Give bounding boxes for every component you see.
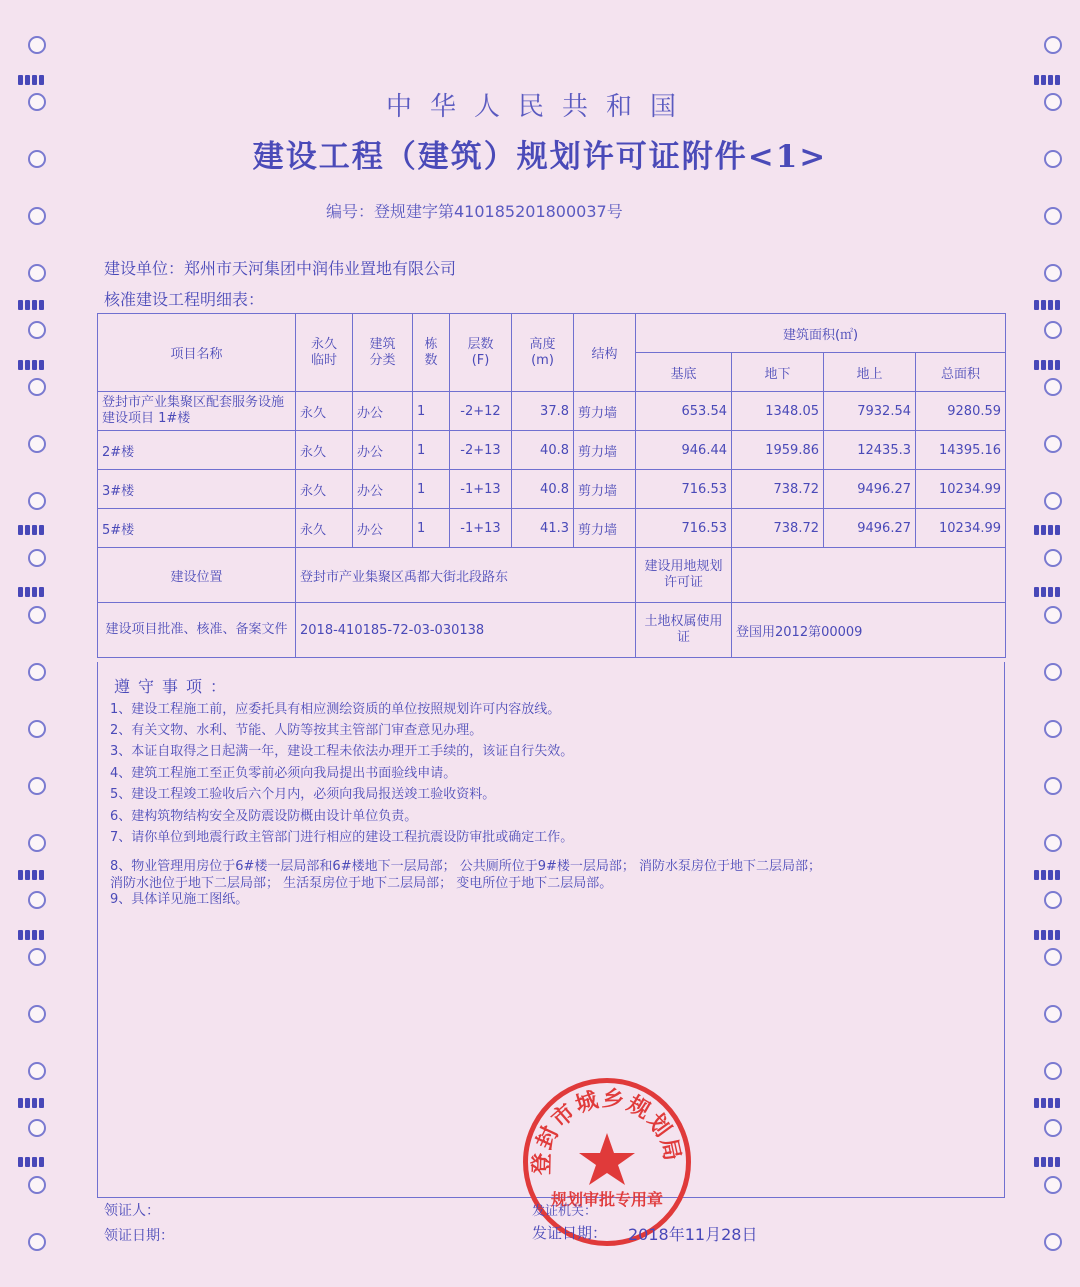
row-structure: 剪力墙 — [574, 509, 636, 548]
row-height: 37.8 — [512, 392, 574, 431]
land-permit-value — [732, 548, 1006, 603]
star-icon — [579, 1133, 635, 1185]
row-floors: -2+13 — [450, 431, 512, 470]
project-detail-table — [97, 313, 1006, 658]
feed-hole — [28, 492, 46, 510]
feed-hole — [28, 891, 46, 909]
header-base: 基底 — [636, 353, 732, 392]
row-structure: 剪力墙 — [574, 431, 636, 470]
row-above: 7932.54 — [824, 392, 916, 431]
official-seal — [523, 1078, 691, 1246]
perforation-mark — [1034, 70, 1064, 80]
header-count: 栋 数 — [413, 314, 450, 392]
perforation-mark — [1034, 295, 1064, 305]
feed-hole — [28, 1176, 46, 1194]
perforation-mark — [1034, 582, 1064, 592]
land-cert-label: 土地权属使用证 — [636, 603, 732, 658]
row-base: 653.54 — [636, 392, 732, 431]
feed-hole — [1044, 663, 1062, 681]
note-item: 5、建设工程竣工验收后六个月内，必须向我局报送竣工验收资料。 — [110, 787, 496, 802]
tractor-feed-left — [0, 0, 62, 1287]
feed-hole — [1044, 1005, 1062, 1023]
note-item: 7、请你单位到地震行政主管部门进行相应的建设工程抗震设防审批或确定工作。 — [110, 830, 574, 845]
feed-hole — [1044, 1062, 1062, 1080]
note-item: 8、物业管理用房位于6#楼一层局部和6#楼地下一层局部； 公共厕所位于9#楼一层局部； 消防水泵房位于地下二层局部； — [110, 859, 822, 874]
feed-hole — [28, 321, 46, 339]
feed-hole — [28, 720, 46, 738]
detail-heading: 核准建设工程明细表： — [104, 290, 265, 309]
feed-hole — [1044, 435, 1062, 453]
row-structure: 剪力墙 — [574, 470, 636, 509]
feed-hole — [28, 1062, 46, 1080]
row-total: 10234.99 — [916, 470, 1006, 509]
feed-hole — [28, 1233, 46, 1251]
feed-hole — [28, 663, 46, 681]
land-permit-label: 建设用地规划许可证 — [636, 548, 732, 603]
row-name: 登封市产业集聚区配套服务设施建设项目 1#楼 — [98, 392, 296, 431]
perforation-mark — [1034, 1093, 1064, 1103]
document-title: 建设工程（建筑）规划许可证附件<1> — [252, 139, 828, 175]
feed-hole — [28, 606, 46, 624]
row-structure: 剪力墙 — [574, 392, 636, 431]
feed-hole — [1044, 36, 1062, 54]
row-under: 738.72 — [732, 470, 824, 509]
row-height: 41.3 — [512, 509, 574, 548]
feed-hole — [28, 1119, 46, 1137]
signer-label: 领证人： — [104, 1203, 160, 1219]
note-item: 4、建筑工程施工至正负零前必须向我局提出书面验线申请。 — [110, 766, 457, 781]
location-label: 建设位置 — [98, 548, 296, 603]
feed-hole — [1044, 1233, 1062, 1251]
perforation-mark — [1034, 865, 1064, 875]
note-item: 消防水池位于地下二层局部； 生活泵房位于地下二层局部； 变电所位于地下二层局部。 — [110, 876, 613, 891]
row-above: 9496.27 — [824, 509, 916, 548]
row-class: 办公 — [353, 431, 413, 470]
feed-hole — [1044, 720, 1062, 738]
note-item: 3、本证自取得之日起满一年，建设工程未依法办理开工手续的，该证自行失效。 — [110, 744, 574, 759]
table-row — [98, 470, 1006, 509]
feed-hole — [1044, 1119, 1062, 1137]
perforation-mark — [18, 582, 48, 592]
perforation-mark — [18, 925, 48, 935]
location-value: 登封市产业集聚区禹都大街北段路东 — [296, 548, 636, 603]
row-under: 1348.05 — [732, 392, 824, 431]
perforation-mark — [18, 520, 48, 530]
issuer-label: 发证机关： — [532, 1204, 598, 1219]
header-class: 建筑 分类 — [353, 314, 413, 392]
notes-title: 遵守事项： — [114, 677, 235, 696]
row-under: 738.72 — [732, 509, 824, 548]
row-total: 9280.59 — [916, 392, 1006, 431]
perforation-mark — [1034, 1152, 1064, 1162]
note-item: 9、具体详见施工图纸。 — [110, 892, 249, 907]
serial-number: 编号：登规建字第410185201800037号 — [326, 202, 623, 221]
feed-hole — [1044, 492, 1062, 510]
perforation-mark — [18, 1152, 48, 1162]
header-total: 总面积 — [916, 353, 1006, 392]
row-base: 716.53 — [636, 470, 732, 509]
perforation-mark — [18, 1093, 48, 1103]
note-item: 6、建构筑物结构安全及防震设防概由设计单位负责。 — [110, 809, 418, 824]
table-row — [98, 392, 1006, 431]
row-floors: -1+13 — [450, 509, 512, 548]
row-above: 9496.27 — [824, 470, 916, 509]
perforation-mark — [18, 865, 48, 875]
perforation-mark — [18, 70, 48, 80]
row-perm: 永久 — [296, 509, 353, 548]
row-count: 1 — [413, 392, 450, 431]
feed-hole — [1044, 1176, 1062, 1194]
note-item: 2、有关文物、水利、节能、人防等按其主管部门审查意见办理。 — [110, 723, 483, 738]
perforation-mark — [1034, 355, 1064, 365]
header-floors: 层数 (F) — [450, 314, 512, 392]
feed-hole — [28, 264, 46, 282]
seal-bottom-text: 规划审批专用章 — [550, 1190, 663, 1209]
note-item: 1、建设工程施工前，应委托具有相应测绘资质的单位按照规划许可内容放线。 — [110, 702, 561, 717]
feed-hole — [28, 948, 46, 966]
header-area: 建筑面积(㎡) — [636, 314, 1006, 353]
table-row — [98, 509, 1006, 548]
row-height: 40.8 — [512, 431, 574, 470]
land-cert-value: 登国用2012第00009 — [732, 603, 1006, 658]
feed-hole — [28, 777, 46, 795]
feed-hole — [28, 834, 46, 852]
feed-hole — [1044, 321, 1062, 339]
issue-date-label: 发证日期： — [532, 1224, 608, 1242]
row-count: 1 — [413, 431, 450, 470]
feed-hole — [1044, 834, 1062, 852]
row-count: 1 — [413, 509, 450, 548]
header-above: 地上 — [824, 353, 916, 392]
construction-unit: 建设单位：郑州市天河集团中润伟业置地有限公司 — [104, 259, 457, 278]
row-above: 12435.3 — [824, 431, 916, 470]
feed-hole — [28, 207, 46, 225]
row-total: 10234.99 — [916, 509, 1006, 548]
row-height: 40.8 — [512, 470, 574, 509]
row-perm: 永久 — [296, 431, 353, 470]
feed-hole — [28, 36, 46, 54]
header-height: 高度 (m) — [512, 314, 574, 392]
header-name: 项目名称 — [98, 314, 296, 392]
row-name: 5#楼 — [98, 509, 296, 548]
table-row — [98, 431, 1006, 470]
row-floors: -2+12 — [450, 392, 512, 431]
receive-date-label: 领证日期： — [104, 1228, 174, 1244]
country-title: 中华人民共和国 — [385, 92, 694, 122]
row-base: 716.53 — [636, 509, 732, 548]
feed-hole — [1044, 378, 1062, 396]
perforation-mark — [18, 355, 48, 365]
feed-hole — [1044, 777, 1062, 795]
feed-hole — [1044, 948, 1062, 966]
row-total: 14395.16 — [916, 431, 1006, 470]
row-class: 办公 — [353, 392, 413, 431]
approval-label: 建设项目批准、核准、备案文件 — [98, 603, 296, 658]
row-class: 办公 — [353, 470, 413, 509]
feed-hole — [1044, 891, 1062, 909]
row-name: 3#楼 — [98, 470, 296, 509]
feed-hole — [1044, 264, 1062, 282]
row-perm: 永久 — [296, 470, 353, 509]
feed-hole — [28, 549, 46, 567]
feed-hole — [1044, 549, 1062, 567]
feed-hole — [1044, 606, 1062, 624]
row-base: 946.44 — [636, 431, 732, 470]
header-structure: 结构 — [574, 314, 636, 392]
feed-hole — [1044, 207, 1062, 225]
row-perm: 永久 — [296, 392, 353, 431]
perforation-mark — [1034, 925, 1064, 935]
feed-hole — [28, 1005, 46, 1023]
row-floors: -1+13 — [450, 470, 512, 509]
issue-date-value: 2018年11月28日 — [628, 1225, 758, 1244]
header-under: 地下 — [732, 353, 824, 392]
tractor-feed-right — [1018, 0, 1080, 1287]
seal-arc-text: 登封市城乡规划局 — [529, 1086, 685, 1176]
feed-hole — [28, 378, 46, 396]
row-class: 办公 — [353, 509, 413, 548]
row-name: 2#楼 — [98, 431, 296, 470]
approval-value: 2018-410185-72-03-030138 — [296, 603, 636, 658]
row-under: 1959.86 — [732, 431, 824, 470]
perforation-mark — [18, 295, 48, 305]
feed-hole — [28, 435, 46, 453]
header-perm: 永久 临时 — [296, 314, 353, 392]
perforation-mark — [1034, 520, 1064, 530]
row-count: 1 — [413, 470, 450, 509]
